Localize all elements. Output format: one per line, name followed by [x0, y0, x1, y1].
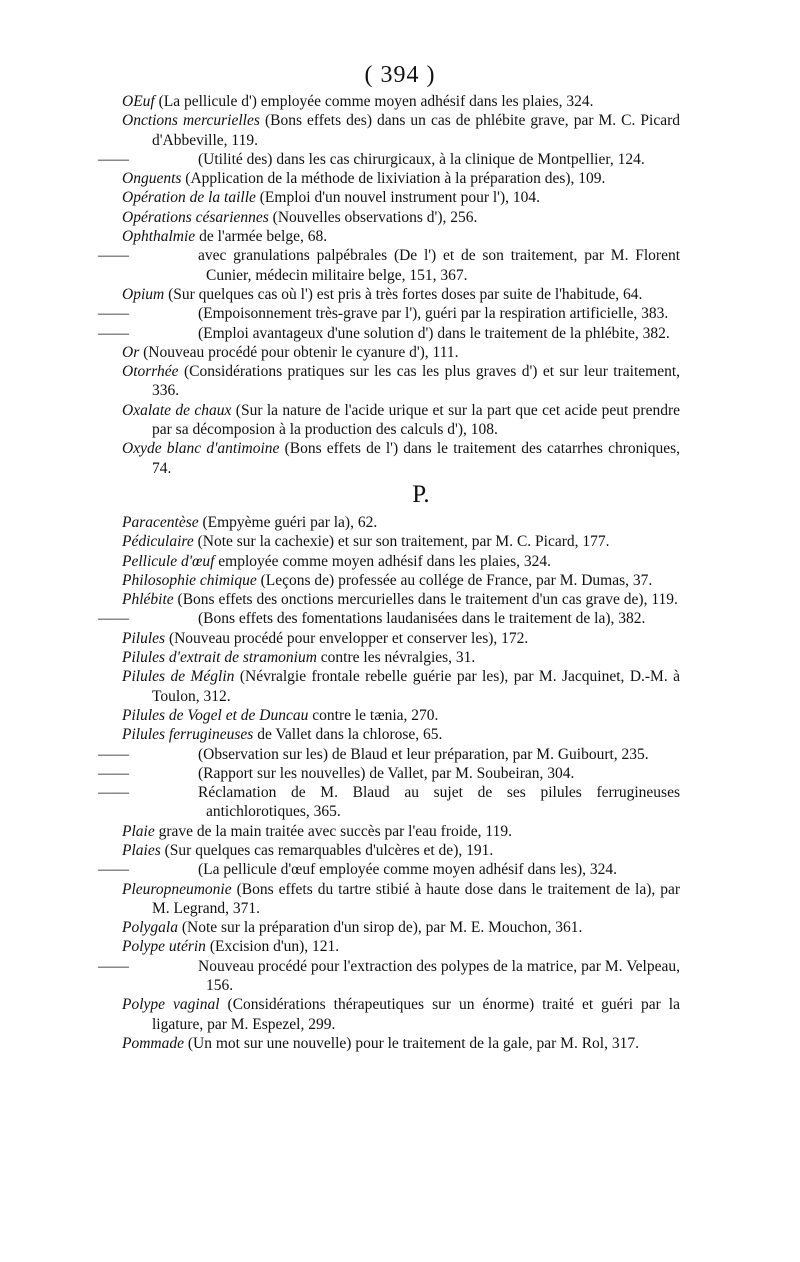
entry-text: (Bons effets des onctions mercurielles dans le traitement d'un cas grave de), 119.	[177, 591, 678, 609]
entry-headword: Plaies	[122, 841, 161, 859]
index-entry	[122, 439, 680, 478]
repeat-dash: ——	[98, 610, 129, 628]
repeat-dash: ——	[98, 957, 129, 975]
entry-headword: Opium	[122, 285, 165, 303]
entry-headword: Pellicule d'œuf	[122, 552, 215, 570]
entry-text: (Bons effets de l') dans le traitement des catarrhes chroniques, 74.	[152, 440, 681, 477]
index-entry	[122, 995, 680, 1034]
index-entry	[122, 285, 680, 304]
entry-text: (Empyème guéri par la), 62.	[202, 513, 378, 531]
index-subentry	[98, 783, 680, 822]
index-entry	[122, 841, 680, 860]
entry-text: (Névralgie frontale rebelle guérie par les), par M. Jacquinet, D.-M. à Toulon, 312.	[152, 668, 681, 705]
section-letter-p: P.	[412, 480, 430, 508]
index-entry	[122, 880, 680, 919]
entry-text: (Observation sur les) de Blaud et leur préparation, par M. Guibourt, 235.	[198, 745, 649, 763]
page-number: ( 394 )	[364, 62, 436, 88]
entry-headword: Oxyde blanc d'antimoine	[122, 440, 280, 458]
entry-text: (La pellicule d'œuf employée comme moyen adhésif dans les), 324.	[198, 861, 618, 879]
entry-text: (Nouveau procédé pour obtenir le cyanure d'), 111.	[143, 343, 459, 361]
entry-headword: Onctions mercurielles	[122, 112, 260, 130]
repeat-dash: ——	[98, 247, 129, 265]
index-subentry	[98, 246, 680, 285]
entry-text: Nouveau procédé pour l'extraction des polypes de la matrice, par M. Velpeau, 156.	[198, 957, 680, 995]
index-entry	[122, 1034, 680, 1053]
index-subentry	[98, 764, 680, 783]
repeat-dash: ——	[98, 861, 129, 879]
index-entry	[122, 648, 680, 667]
entry-headword: Opérations césariennes	[122, 208, 269, 226]
index-entry	[122, 552, 680, 571]
entry-text: de Vallet dans la chlorose, 65.	[257, 726, 443, 744]
entry-headword: Plaie	[122, 822, 155, 840]
index-subentry	[98, 957, 680, 996]
entry-headword: Pilules de Vogel et de Duncau	[122, 706, 309, 724]
entry-text: (Excision d'un), 121.	[209, 938, 340, 956]
index-column	[98, 92, 681, 1053]
entry-text: contre le tænia, 270.	[312, 706, 439, 724]
entry-headword: Pilules d'extrait de stramonium	[122, 649, 317, 667]
entry-headword: Or	[122, 343, 140, 361]
entry-text: (Bons effets des fomentations laudanisées dans le traitement de la), 382.	[198, 610, 646, 628]
entry-text: (Nouvelles observations d'), 256.	[272, 208, 478, 226]
entry-headword: Opération de la taille	[122, 189, 256, 207]
entry-text: avec granulations palpébrales (De l') et de son traitement, par M. Florent Cunier, médecin militaire belge, 151, 367.	[198, 247, 680, 284]
entry-text: contre les névralgies, 31.	[320, 649, 476, 667]
entry-text: (Leçons de) professée au collége de France, par M. Dumas, 37.	[260, 571, 653, 589]
entry-text: (Bons effets des) dans un cas de phlébite grave, par M. C. Picard d'Abbeville, 119.	[152, 112, 681, 149]
entry-text: (Utilité des) dans les cas chirurgicaux, à la clinique de Montpellier, 124.	[198, 150, 645, 168]
repeat-dash: ——	[98, 150, 129, 168]
repeat-dash: ——	[98, 784, 129, 802]
entry-text: (Sur quelques cas où l') est pris à très fortes doses par suite de l'habitude, 64.	[168, 285, 643, 303]
entry-text: (La pellicule d') employée comme moyen adhésif dans les plaies, 324.	[158, 93, 594, 110]
entry-headword: Polype vaginal	[122, 996, 220, 1014]
entry-headword: Polygala	[122, 919, 178, 937]
entry-headword: Phlébite	[122, 591, 174, 609]
repeat-dash: ——	[98, 324, 129, 342]
entry-text: (Note sur la cachexie) et sur son traitement, par M. C. Picard, 177.	[197, 533, 610, 551]
entry-headword: Pilules	[122, 629, 166, 647]
index-subentry	[98, 324, 680, 343]
entry-text: (Nouveau procédé pour envelopper et conserver les), 172.	[168, 629, 529, 647]
index-entry	[122, 918, 680, 937]
entry-text: (Emploi avantageux d'une solution d') dans le traitement de la phlébite, 382.	[198, 324, 670, 342]
index-subentry	[98, 150, 680, 169]
index-entry	[122, 590, 680, 609]
index-entry	[122, 706, 680, 725]
index-entry	[122, 343, 680, 362]
entry-headword: Oxalate de chaux	[122, 401, 232, 419]
index-entry	[122, 92, 680, 111]
index-entry	[122, 629, 680, 648]
entry-headword: Pilules de Méglin	[122, 668, 235, 686]
index-subentry	[98, 860, 680, 879]
index-entry	[122, 513, 680, 532]
index-section-p	[98, 513, 681, 1053]
entry-text: (Emploi d'un nouvel instrument pour l'), 104.	[259, 189, 541, 207]
index-entry	[122, 227, 680, 246]
entry-text: (Rapport sur les nouvelles) de Vallet, par M. Soubeiran, 304.	[198, 764, 575, 782]
index-entry	[122, 362, 680, 401]
index-entry	[122, 667, 680, 706]
index-entry	[122, 532, 680, 551]
entry-text: grave de la main traitée avec succès par l'eau froide, 119.	[158, 822, 512, 840]
entry-headword: OEuf	[122, 93, 155, 110]
entry-text: de l'armée belge, 68.	[199, 228, 328, 246]
entry-text: (Sur la nature de l'acide urique et sur la part que cet acide peut prendre par sa décomposion à la production des calculs d'), 108.	[152, 401, 680, 439]
index-entry	[122, 937, 680, 956]
repeat-dash: ——	[98, 764, 129, 782]
entry-headword: Philosophie chimique	[122, 571, 257, 589]
entry-text: employée comme moyen adhésif dans les plaies, 324.	[218, 552, 552, 570]
index-entry	[122, 188, 680, 207]
index-entry	[122, 822, 680, 841]
repeat-dash: ——	[98, 305, 129, 323]
entry-text: (Note sur la préparation d'un sirop de), par M. E. Mouchon, 361.	[181, 919, 583, 937]
entry-text: (Sur quelques cas remarquables d'ulcères et de), 191.	[164, 841, 494, 859]
entry-headword: Pommade	[122, 1034, 184, 1052]
entry-headword: Pédiculaire	[122, 533, 194, 551]
entry-text: (Considérations pratiques sur les cas les plus graves d') et sur leur traitement, 336.	[152, 363, 681, 400]
entry-headword: Onguents	[122, 170, 182, 188]
index-entry	[122, 401, 680, 440]
entry-text: (Application de la méthode de lixiviation à la préparation des), 109.	[185, 170, 606, 188]
entry-headword: Pilules ferrugineuses	[122, 726, 254, 744]
entry-text: (Empoisonnement très-grave par l'), guéri par la respiration artificielle, 383.	[198, 305, 669, 323]
index-section-o	[98, 92, 681, 478]
entry-text: (Considérations thérapeutiques sur un énorme) traité et guéri par la ligature, par M. Espezel, 299.	[152, 996, 680, 1033]
repeat-dash: ——	[98, 745, 129, 763]
entry-text: (Bons effets du tartre stibié à haute dose dans le traitement de la), par M. Legrand, 371.	[152, 880, 680, 917]
index-entry	[122, 169, 680, 188]
entry-text: (Un mot sur une nouvelle) pour le traitement de la gale, par M. Rol, 317.	[187, 1034, 639, 1052]
index-subentry	[98, 745, 680, 764]
entry-text: Réclamation de M. Blaud au sujet de ses pilules ferrugineuses antichlorotiques, 365.	[198, 784, 680, 821]
entry-headword: Otorrhée	[122, 363, 179, 381]
index-entry	[122, 111, 680, 150]
entry-headword: Paracentèse	[122, 513, 199, 531]
index-entry	[122, 571, 680, 590]
index-subentry	[98, 609, 680, 628]
index-entry	[122, 208, 680, 227]
entry-headword: Pleuropneumonie	[122, 880, 232, 898]
entry-headword: Polype utérin	[122, 938, 206, 956]
entry-headword: Ophthalmie	[122, 228, 196, 246]
index-subentry	[98, 304, 680, 323]
index-entry	[122, 725, 680, 744]
